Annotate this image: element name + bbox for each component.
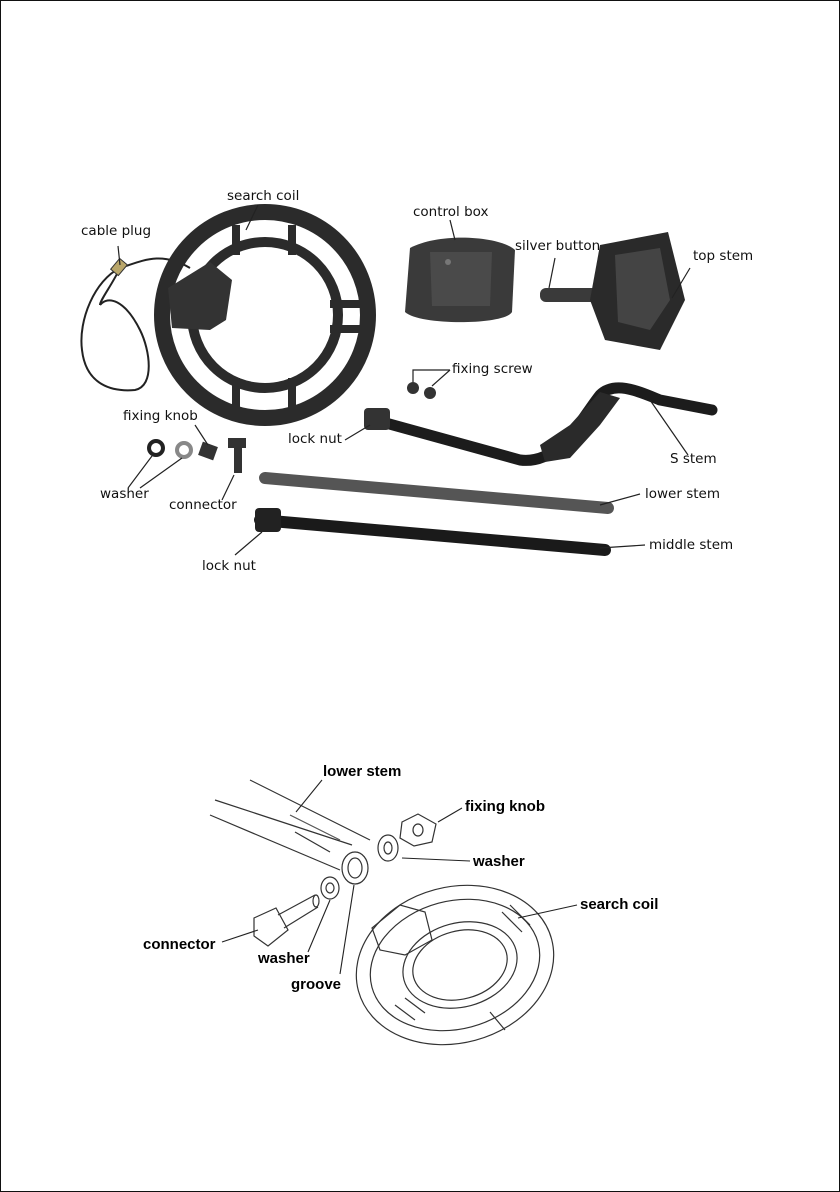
label-lower-stem: lower stem [645,486,720,502]
diagram-label-groove: groove [291,976,342,993]
label-washer: washer [100,486,149,502]
diagram-connector [254,895,319,946]
label-top-stem: top stem [693,248,754,264]
label-lock-nut-lower: lock nut [202,558,256,574]
label-s-stem: S stem [670,451,717,467]
label-silver-button: silver button [515,238,601,254]
diagram-washer-right [378,835,398,861]
diagram-search-coil [338,864,572,1066]
diagram-label-washer-right: washer [473,853,525,870]
label-cable-plug: cable plug [81,223,152,239]
label-middle-stem: middle stem [649,537,734,553]
label-control-box: control box [413,204,489,220]
label-lock-nut-upper: lock nut [288,431,342,447]
diagram-label-connector: connector [143,936,216,953]
label-fixing-knob: fixing knob [123,408,198,424]
label-connector: connector [169,497,237,513]
diagram-washer-left [321,877,339,899]
diagram-fixing-knob [400,814,436,846]
label-fixing-screw: fixing screw [452,361,533,377]
diagram-groove [342,852,368,884]
diagram-label-fixing-knob: fixing knob [465,798,545,815]
diagram-label-search-coil: search coil [580,896,659,913]
diagram-label-washer-left: washer [258,950,310,967]
label-search-coil: search coil [227,188,300,204]
diagram-label-lower-stem: lower stem [323,763,402,780]
